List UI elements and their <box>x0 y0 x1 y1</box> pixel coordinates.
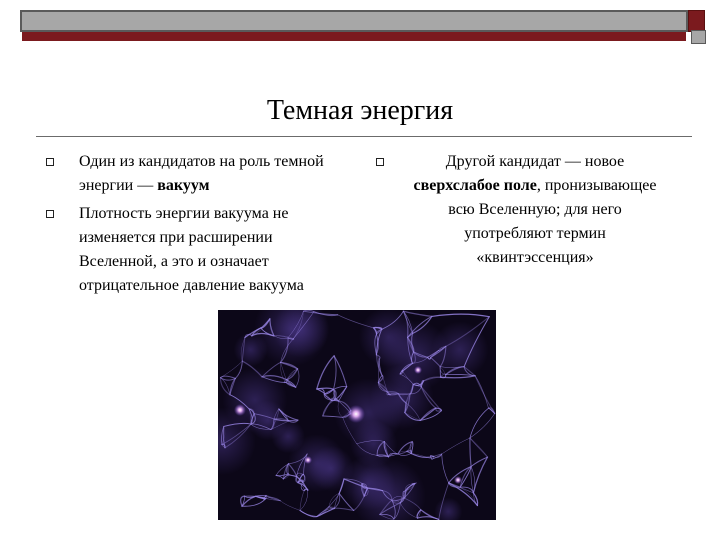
bullet-text-bold: сверхслабое поле <box>413 177 537 194</box>
bullet-text-plain: Один из кандидатов на роль темной энергии — <box>79 153 324 194</box>
bullet-item-energy-density <box>46 202 346 298</box>
title-divider <box>36 136 692 137</box>
bullet-item-quintessence <box>376 150 676 270</box>
bullet-text <box>79 150 349 198</box>
bullet-text-before: Другой кандидат — новое <box>445 153 625 170</box>
slide-title: Темная энергия <box>266 95 454 126</box>
bullet-item-vacuum <box>46 150 346 198</box>
header-square-red <box>688 10 705 32</box>
bullet-square-icon <box>46 158 54 166</box>
bullet-text-bold: вакуум <box>157 177 210 194</box>
dark-matter-cosmic-web-image <box>218 310 496 520</box>
header-bar-red <box>22 32 686 41</box>
bullet-text: Плотность энергии вакуума не изменяется при расширении Вселенной, а это и означает отрицательное давление вакуума <box>79 205 304 294</box>
cosmic-web-svg <box>218 310 496 520</box>
header-square-gray <box>691 30 706 44</box>
header-bar-gray <box>20 10 688 32</box>
bullet-text-after: , пронизывающее всю Вселенную; для него употребляют термин «квинтэссенция» <box>448 177 657 266</box>
bullet-square-icon <box>376 158 384 166</box>
bullet-square-icon <box>46 210 54 218</box>
bullet-text <box>410 150 660 270</box>
